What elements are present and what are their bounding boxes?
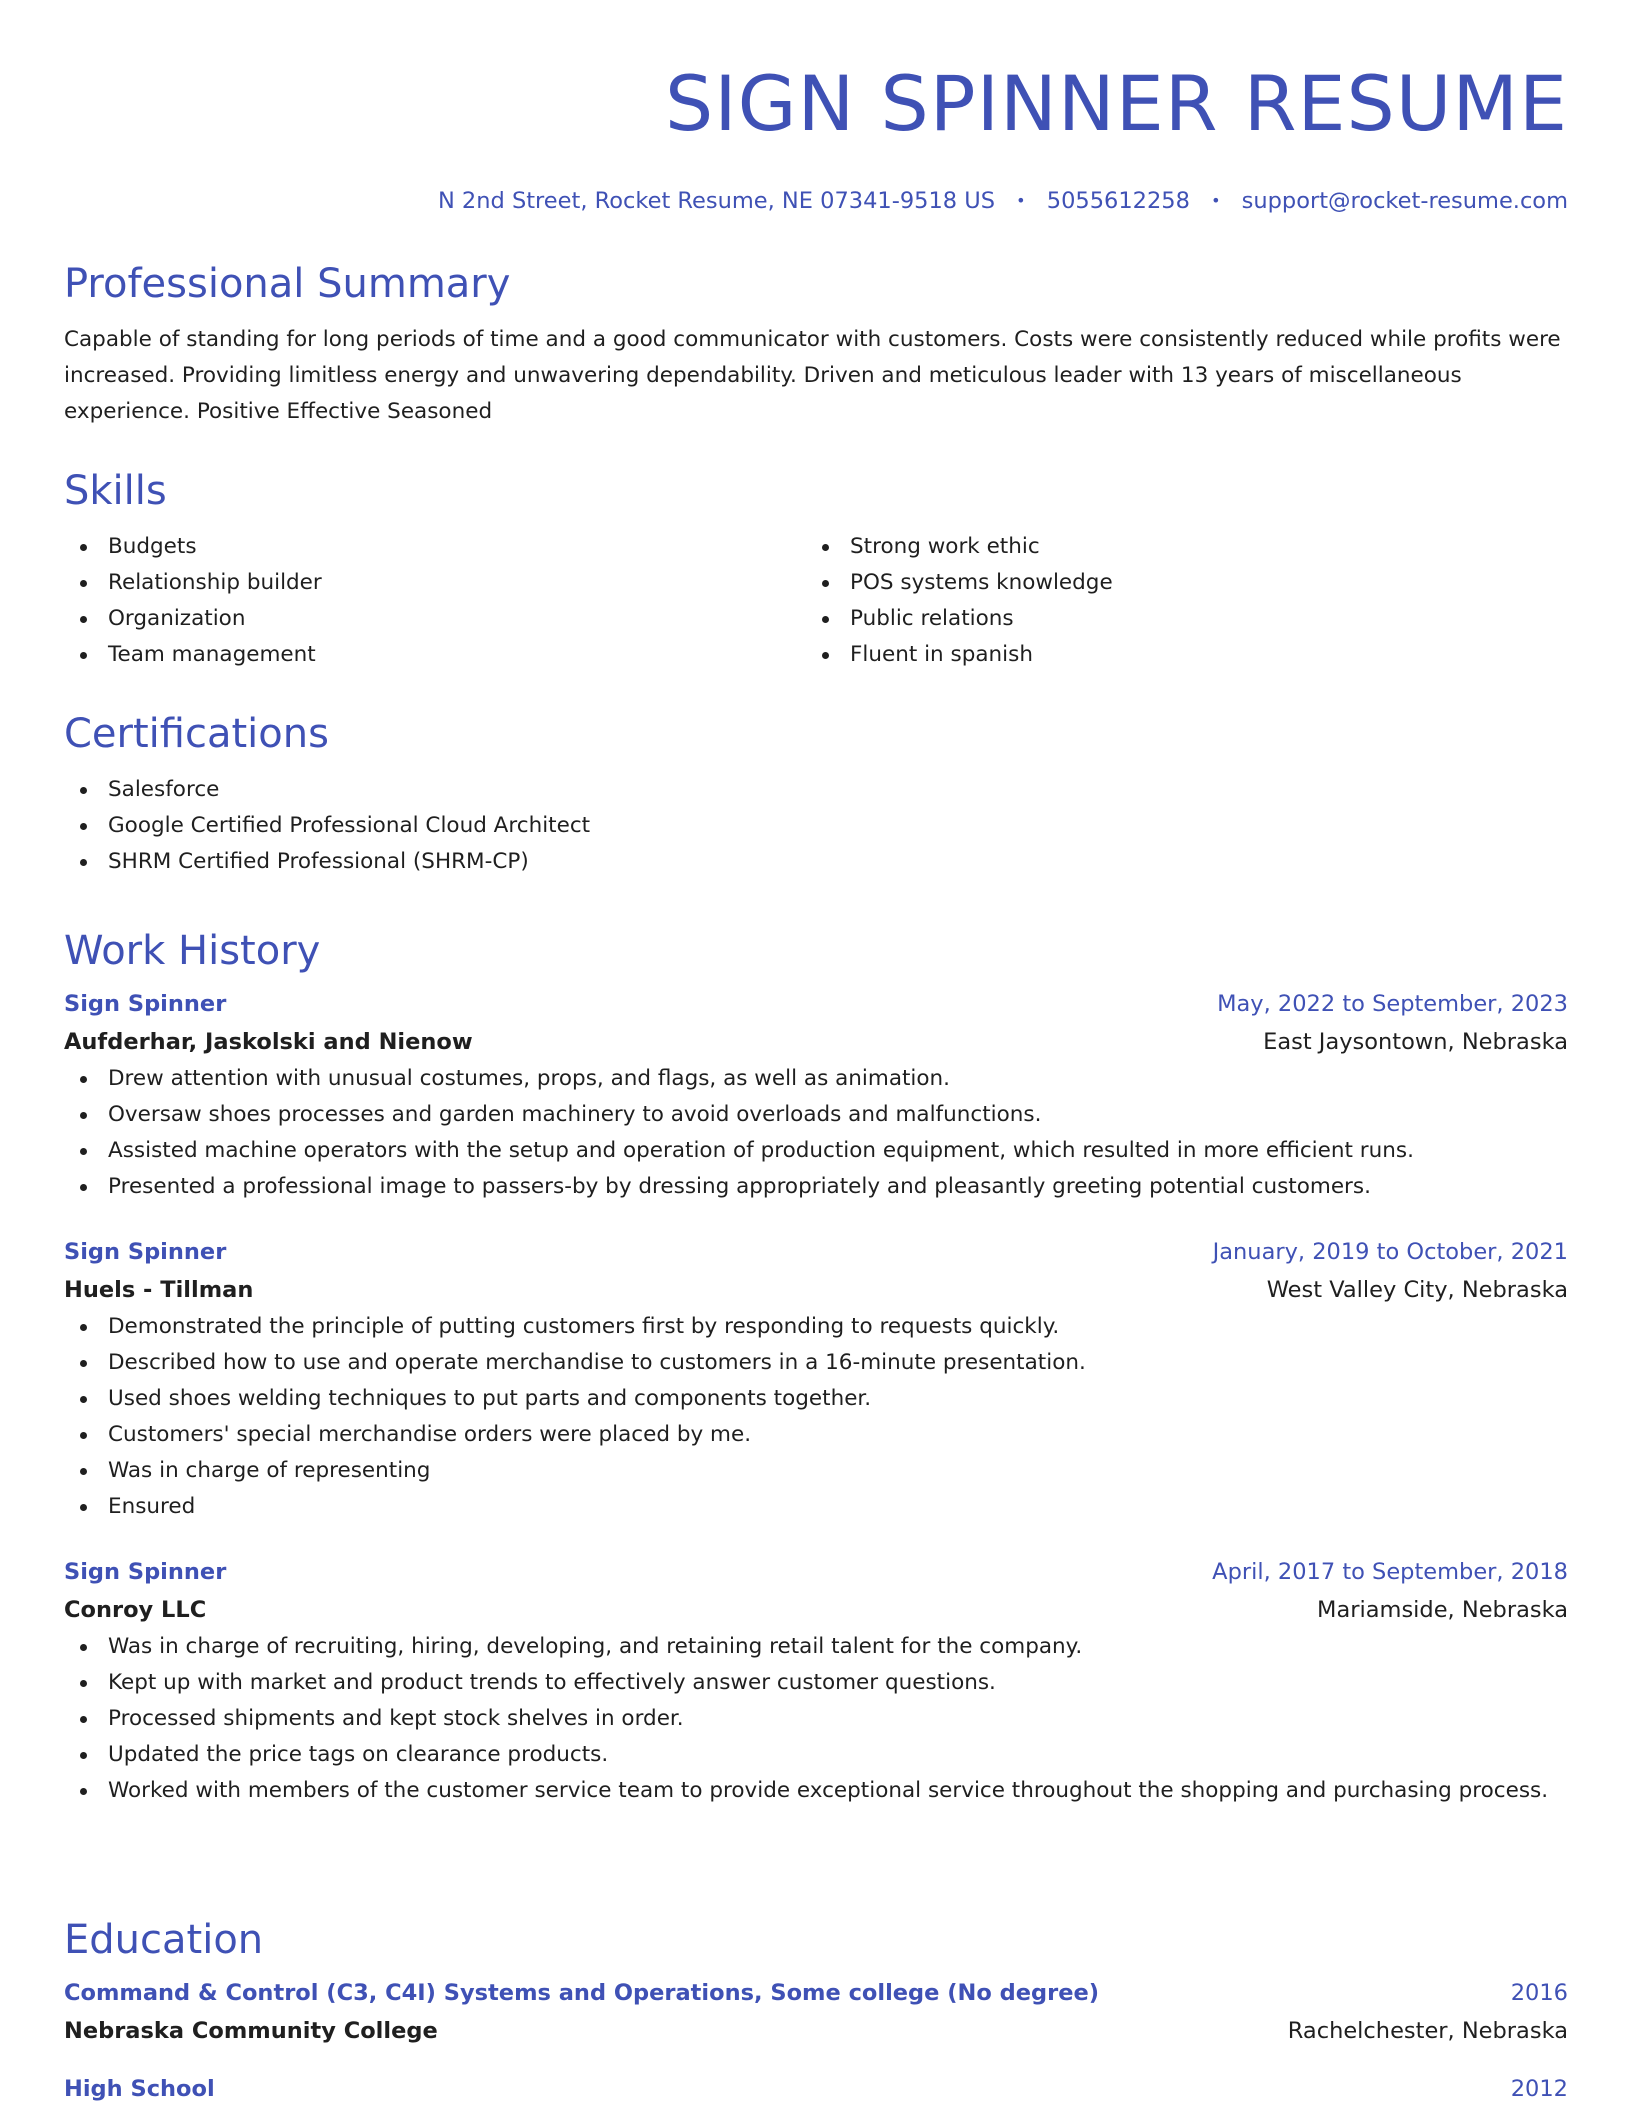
list-item: Used shoes welding techniques to put parts and components together. [64,1381,1568,1417]
job-dates: May, 2022 to September, 2023 [1217,991,1568,1017]
list-item: Drew attention with unusual costumes, props, and flags, as well as animation. [64,1061,1568,1097]
job-bullets [64,1629,1568,1809]
summary-heading: Professional Summary [64,261,511,307]
job-company: Aufderhar, Jaskolski and Nienow [64,1029,473,1055]
education-school: Nebraska Community College [64,2018,438,2044]
education-year: 2012 [1510,2076,1568,2102]
job-entry [64,985,1568,1205]
job-dates: January, 2019 to October, 2021 [1212,1239,1568,1265]
job-company: Huels - Tillman [64,1277,254,1303]
job-company-row [64,1591,1568,1629]
list-item: Was in charge of recruiting, hiring, developing, and retaining retail talent for the company. [64,1629,1568,1665]
list-item: Google Certified Professional Cloud Architect [64,808,1568,844]
summary-text: Capable of standing for long periods of time and a good communicator with customers. Costs were consistently reduced while profits were increased. Providing limitless energy and unwavering dependability. Driven and meticulous leader with 13 years of miscellaneous experience. Positive Effective Seasoned [64,327,1561,424]
education-entry [64,2070,1568,2108]
list-item: Public relations [806,601,1548,637]
education-section [64,1914,1568,2108]
list-item: Budgets [64,529,806,565]
list-item: SHRM Certified Professional (SHRM-CP) [64,844,1568,880]
list-item: Fluent in spanish [806,637,1548,673]
job-location: East Jaysontown, Nebraska [1263,1029,1568,1055]
job-entry [64,1553,1568,1809]
list-item: Kept up with market and product trends to effectively answer customer questions. [64,1665,1568,1701]
education-location: Rachelchester, Nebraska [1287,2018,1568,2044]
skills-left-list [64,529,806,673]
summary-section [64,258,1568,430]
education-heading: Education [64,1917,264,1963]
job-title-row [64,985,1568,1023]
list-item: Presented a professional image to passers-by by dressing appropriately and pleasantly greeting potential customers. [64,1169,1568,1205]
skills-grid [64,529,1568,673]
education-degree-row [64,2070,1568,2108]
job-bullets [64,1309,1568,1525]
job-company-row [64,1271,1568,1309]
list-item: Was in charge of representing [64,1453,1568,1489]
certifications-list [64,772,1568,880]
education-degree: High School [64,2076,215,2102]
email: support@rocket-resume.com [1241,188,1568,214]
education-school-row [64,2012,1568,2050]
job-title: Sign Spinner [64,1559,227,1585]
education-entry [64,1974,1568,2050]
job-company-row [64,1023,1568,1061]
skills-section [64,465,1568,673]
list-item: Team management [64,637,806,673]
list-item: Described how to use and operate merchandise to customers in a 16-minute presentation. [64,1345,1568,1381]
separator-dot: • [1016,191,1026,210]
education-degree-row [64,1974,1568,2012]
list-item: Ensured [64,1489,1568,1525]
list-item: Salesforce [64,772,1568,808]
job-bullets [64,1061,1568,1205]
job-dates: April, 2017 to September, 2018 [1212,1559,1568,1585]
list-item: Customers' special merchandise orders were placed by me. [64,1417,1568,1453]
job-title-row [64,1233,1568,1271]
resume-title: SIGN SPINNER RESUME [664,59,1568,148]
work-section [64,925,1568,1837]
education-degree: Command & Control (C3, C4I) Systems and Operations, Some college (No degree) [64,1980,1100,2006]
job-company: Conroy LLC [64,1597,207,1623]
list-item: Relationship builder [64,565,806,601]
list-item: Assisted machine operators with the setup and operation of production equipment, which resulted in more efficient runs. [64,1133,1568,1169]
job-title: Sign Spinner [64,1239,227,1265]
job-location: West Valley City, Nebraska [1266,1277,1568,1303]
job-entry [64,1233,1568,1525]
certifications-heading: Certifications [64,711,329,757]
contact-line [64,186,1568,218]
list-item: Strong work ethic [806,529,1548,565]
list-item: Oversaw shoes processes and garden machinery to avoid overloads and malfunctions. [64,1097,1568,1133]
job-location: Mariamside, Nebraska [1317,1597,1568,1623]
list-item: Processed shipments and kept stock shelves in order. [64,1701,1568,1737]
list-item: Worked with members of the customer service team to provide exceptional service throughout the shopping and purchasing process. [64,1773,1568,1809]
job-title-row [64,1553,1568,1591]
job-title: Sign Spinner [64,991,227,1017]
address: N 2nd Street, Rocket Resume, NE 07341-9518 US [437,188,995,214]
skills-heading: Skills [64,468,167,514]
list-item: POS systems knowledge [806,565,1548,601]
skills-right-list [806,529,1548,673]
work-heading: Work History [64,928,321,974]
list-item: Demonstrated the principle of putting customers first by responding to requests quickly. [64,1309,1568,1345]
list-item: Organization [64,601,806,637]
list-item: Updated the price tags on clearance products. [64,1737,1568,1773]
separator-dot: • [1211,191,1221,210]
phone: 5055612258 [1046,188,1190,214]
certifications-section [64,708,1568,880]
education-year: 2016 [1510,1980,1568,2006]
resume-header [64,0,1568,218]
